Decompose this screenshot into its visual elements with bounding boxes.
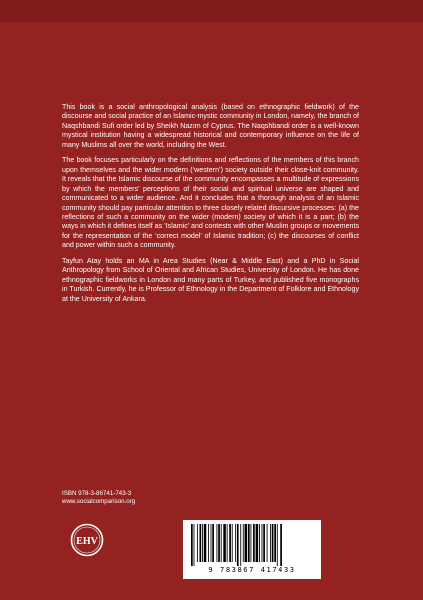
barcode-bar [204, 524, 207, 562]
barcode-bar [243, 524, 244, 562]
barcode-bars [189, 524, 315, 566]
barcode-bar [270, 524, 271, 562]
barcode-bar [274, 524, 276, 562]
barcode-bar [248, 524, 250, 562]
barcode-bar [194, 524, 195, 566]
website-url: www.socialcomparison.org [62, 498, 136, 505]
barcode-bar [256, 524, 259, 562]
blurb-paragraph-2: The book focuses particularly on the definitions and reflections of the members of this branch upon themselves and the wider modern (‘western’) society outside their close-knit community. It reveals that the Islamic discourse of the community encompasses a multitude of expressions by which the members’ perceptions of their social and spiritual universe are shaped and communicated to a wider audience. And it concludes that a thorough analysis of an Islamic community should pay particular attention to three closely related discursive processes: (a) the reflections of such a community on the wider (modern) society of which it is a part; (b) the ways in which it defines itself as ‘Islamic’ and contests with other Muslim groups or movements for the representation of the ‘correct model’ of Islamic tradition; (c) the discourses of conflict and power within such a community. [62, 156, 360, 250]
barcode-bar [217, 524, 218, 562]
barcode-bar [237, 524, 239, 566]
barcode-bar [259, 524, 260, 562]
top-band [0, 0, 423, 22]
barcode-bar [197, 524, 198, 562]
barcode-digits: 9 783867 417433 [208, 566, 296, 574]
barcode-bar [267, 524, 268, 562]
blurb-text-block [62, 103, 359, 310]
barcode-bar [221, 524, 222, 562]
barcode-bar [240, 524, 241, 566]
barcode-bar [280, 524, 282, 566]
isbn-number: ISBN 978-3-86741-743-3 [62, 490, 132, 497]
barcode-bar [223, 524, 226, 562]
barcode-bar [218, 524, 220, 562]
ehv-logo-icon [70, 523, 104, 557]
barcode-bar [191, 524, 193, 566]
barcode-bar [211, 524, 212, 562]
barcode-bar [272, 524, 274, 562]
blurb-paragraph-1: This book is a social anthropological analysis (based on ethnographic fieldwork) of the discourse and social practice of an Islamic-mystic community in London, namely, the branch of Naqshbandi Sufi order led by Sheikh Nazım of Cyprus. The Naqshbandi order is a well-known mystical institution having a widespread historical and contemporary influence on the life of many Muslims all over the world, including the West. [62, 103, 359, 149]
ehv-logo-text: EHV [76, 536, 98, 547]
barcode-bar [202, 524, 203, 562]
barcode-bar [253, 524, 255, 562]
barcode-bar [277, 524, 278, 566]
barcode-bar [232, 524, 233, 562]
barcode-bar [212, 524, 214, 562]
barcode-bar [200, 524, 202, 562]
barcode-bar [235, 524, 236, 562]
barcode-bar [262, 524, 263, 562]
barcode-bar [245, 524, 248, 562]
barcode-bar [208, 524, 209, 562]
barcode [183, 520, 321, 579]
barcode-bar [263, 524, 265, 562]
barcode-bar [227, 524, 228, 562]
author-bio-paragraph: Tayfun Atay holds an MA in Area Studies (Near & Middle East) and a PhD in Social Anthropology from School of Oriental and African Studies, University of London. He has done ethnographic fieldworks in London and many parts of Turkey, and published five monographs in Turkish. Currently, he is Professor of Ethnology in the Department of Folklore and Ethnology at the University of Ankara. [62, 256, 359, 303]
barcode-bar [251, 524, 252, 562]
isbn-block [62, 490, 135, 506]
barcode-bar [229, 524, 231, 562]
